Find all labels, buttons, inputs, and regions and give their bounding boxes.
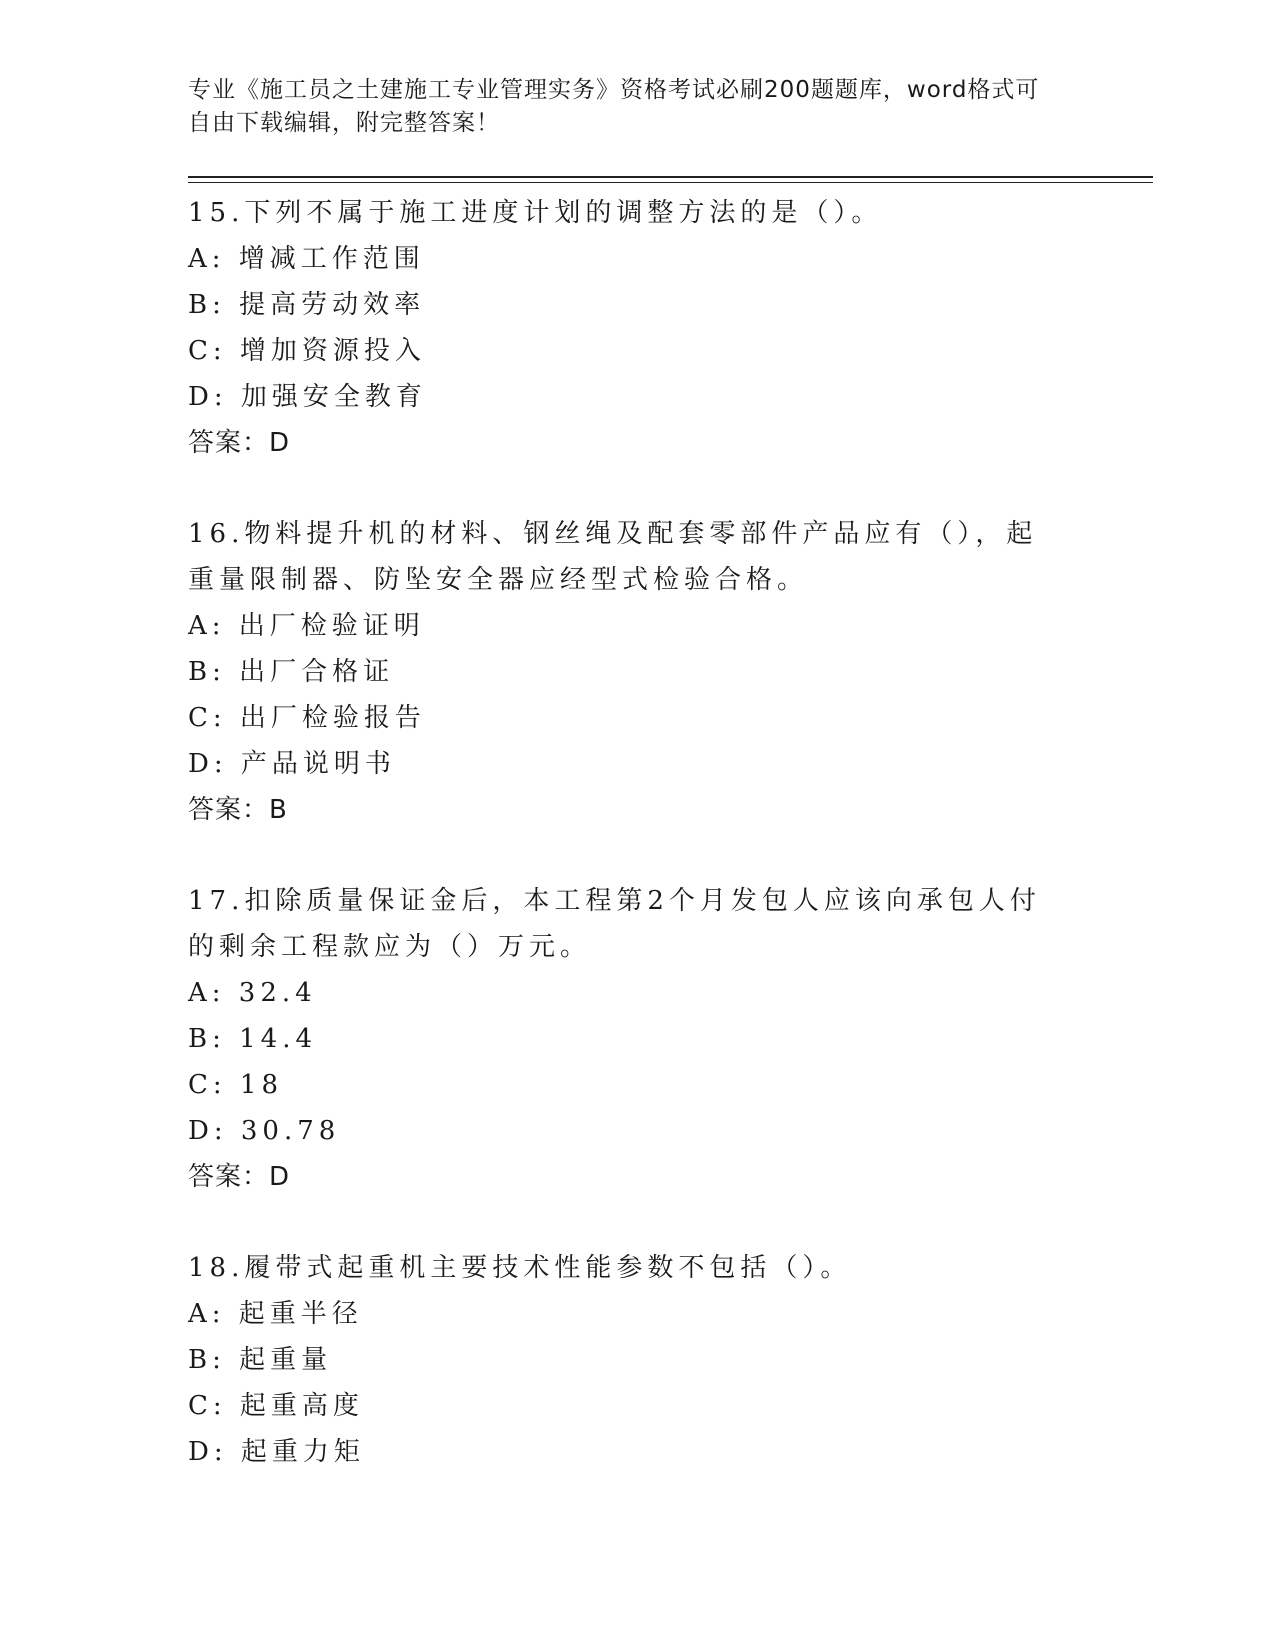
header-divider-thin (188, 182, 1153, 183)
option-d: D: 起重力矩 (188, 1437, 365, 1467)
option-b: B: 14.4 (188, 1024, 318, 1054)
question-stem: 18.履带式起重机主要技术性能参数不包括（）。 (188, 1253, 852, 1283)
answer-line: 答案：B (188, 795, 288, 825)
option-a: A: 出厂检验证明 (188, 611, 425, 641)
document-header (188, 74, 1058, 140)
option-d: D: 产品说明书 (188, 749, 396, 779)
question-stem: 17.扣除质量保证金后，本工程第2个月发包人应该向承包人付的剩余工程款应为（）万元。 (188, 886, 1041, 962)
question-15 (188, 190, 1158, 466)
question-stem: 16.物料提升机的材料、钢丝绳及配套零部件产品应有（），起重量限制器、防坠安全器应经型式检验合格。 (188, 519, 1038, 595)
question-16 (188, 511, 1158, 833)
option-a: A: 起重半径 (188, 1299, 363, 1329)
option-a: A: 32.4 (188, 978, 317, 1008)
option-b: B: 提高劳动效率 (188, 290, 426, 320)
option-d: D: 30.78 (188, 1116, 341, 1146)
question-18 (188, 1245, 1158, 1475)
question-stem: 15.下列不属于施工进度计划的调整方法的是（）。 (188, 198, 883, 228)
header-line-2: 自由下载编辑，附完整答案！ (188, 110, 500, 136)
option-c: C: 增加资源投入 (188, 336, 426, 366)
option-c: C: 18 (188, 1070, 284, 1100)
option-c: C: 起重高度 (188, 1391, 364, 1421)
option-d: D: 加强安全教育 (188, 382, 427, 412)
option-b: B: 出厂合格证 (188, 657, 395, 687)
header-line-1: 专业《施工员之土建施工专业管理实务》资格考试必刷200题题库，word格式可 (188, 77, 1040, 103)
header-divider-thick (188, 176, 1153, 178)
answer-line: 答案：D (188, 1162, 291, 1192)
option-c: C: 出厂检验报告 (188, 703, 426, 733)
question-17 (188, 878, 1158, 1200)
option-a: A: 增减工作范围 (188, 244, 425, 274)
option-b: B: 起重量 (188, 1345, 333, 1375)
answer-line: 答案：D (188, 428, 291, 458)
question-list (188, 190, 1158, 1520)
